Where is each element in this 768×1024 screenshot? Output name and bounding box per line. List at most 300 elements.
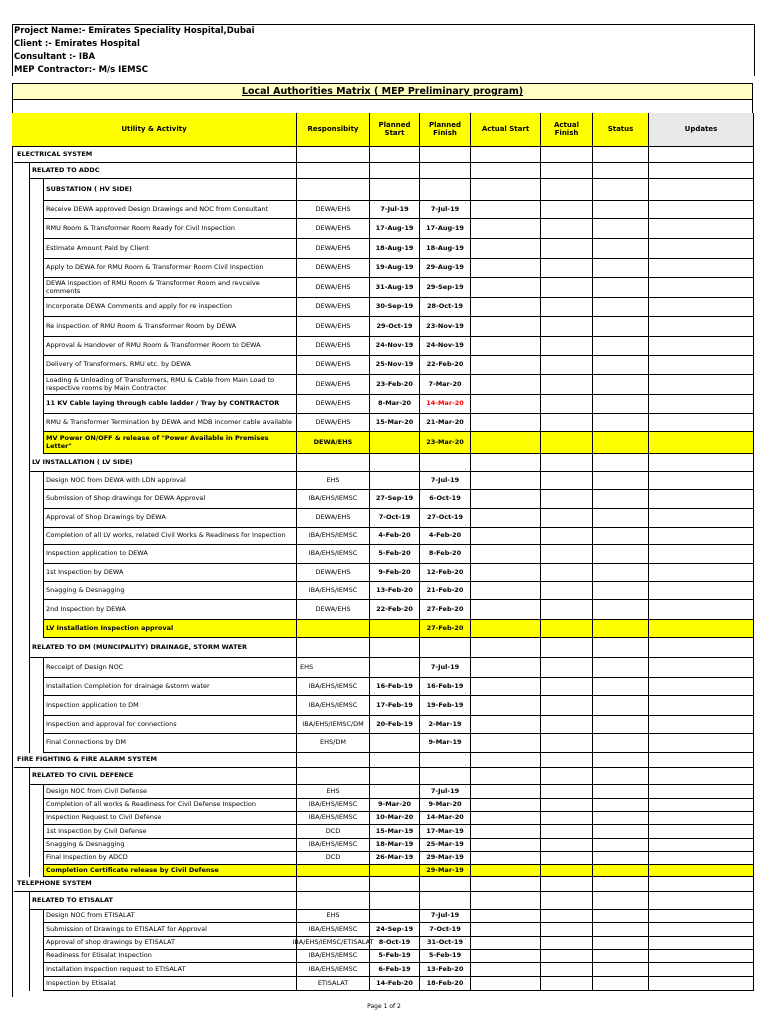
- cell-status: [593, 799, 649, 812]
- cell-responsibility: DCD: [297, 852, 370, 865]
- cell-planned-finish: 28-Oct-19: [420, 298, 471, 317]
- column-header-planned-start: Planned Start: [370, 113, 420, 147]
- cell-actual-start: [471, 432, 541, 454]
- column-header-responsibility: Responsibity: [297, 113, 370, 147]
- cell-actual-start: [471, 509, 541, 528]
- cell-updates: [649, 179, 754, 201]
- cell-status: [593, 768, 649, 785]
- activity-cell: Submission of Shop drawings for DEWA Approval: [43, 490, 297, 509]
- cell-actual-finish: [541, 950, 593, 963]
- activity-cell: Apply to DEWA for RMU Room & Transformer Room Civil Inspection: [43, 259, 297, 278]
- cell-planned-finish: 9-Mar-20: [420, 799, 471, 812]
- cell-updates: [649, 259, 754, 278]
- cell-responsibility: DEWA/EHS: [297, 337, 370, 356]
- indent-guide: [43, 865, 44, 877]
- cell-updates: [649, 937, 754, 950]
- indent-guide: [43, 432, 44, 454]
- cell-responsibility: IBA/EHS/IEMSC: [297, 812, 370, 825]
- cell-planned-finish: 17-Aug-19: [420, 219, 471, 239]
- cell-status: [593, 852, 649, 865]
- cell-planned-finish: 7-Oct-19: [420, 923, 471, 937]
- cell-actual-start: [471, 317, 541, 337]
- activity-cell: 1st Inspection by DEWA: [43, 564, 297, 582]
- cell-status: [593, 564, 649, 582]
- cell-planned-start: [370, 877, 420, 892]
- indent-guide: [43, 356, 44, 375]
- indent-guide: [43, 179, 44, 201]
- activity-cell: RMU & Transformer Termination by DEWA and MDB incomer cable available: [43, 414, 297, 432]
- cell-actual-finish: [541, 785, 593, 799]
- cell-status: [593, 201, 649, 219]
- cell-actual-finish: [541, 545, 593, 564]
- cell-actual-finish: [541, 658, 593, 678]
- cell-actual-finish: [541, 839, 593, 852]
- cell-status: [593, 163, 649, 179]
- indent-guide: [29, 201, 30, 219]
- indent-guide: [29, 375, 30, 395]
- cell-actual-start: [471, 678, 541, 696]
- cell-updates: [649, 414, 754, 432]
- indent-guide: [43, 509, 44, 528]
- cell-actual-start: [471, 395, 541, 414]
- cell-actual-start: [471, 298, 541, 317]
- cell-planned-finish: 7-Mar-20: [420, 375, 471, 395]
- cell-planned-start: 22-Feb-20: [370, 600, 420, 620]
- indent-guide: [29, 799, 30, 812]
- cell-responsibility: DEWA/EHS: [297, 375, 370, 395]
- cell-status: [593, 395, 649, 414]
- cell-updates: [649, 963, 754, 977]
- indent-guide: [29, 564, 30, 582]
- cell-actual-finish: [541, 937, 593, 950]
- cell-status: [593, 638, 649, 658]
- cell-responsibility: IBA/EHS/IEMSC: [297, 963, 370, 977]
- cell-planned-start: 20-Feb-19: [370, 716, 420, 734]
- cell-actual-finish: [541, 163, 593, 179]
- indent-guide: [43, 658, 44, 678]
- matrix-title-bar: [12, 83, 753, 100]
- cell-updates: [649, 785, 754, 799]
- cell-planned-start: 5-Feb-19: [370, 950, 420, 963]
- indent-guide: [43, 219, 44, 239]
- cell-updates: [649, 219, 754, 239]
- cell-planned-start: [370, 620, 420, 638]
- cell-planned-finish: 4-Feb-20: [420, 528, 471, 545]
- cell-responsibility: DEWA/EHS: [297, 201, 370, 219]
- cell-planned-finish: 16-Feb-19: [420, 678, 471, 696]
- cell-responsibility: DEWA/EHS: [297, 509, 370, 528]
- cell-status: [593, 545, 649, 564]
- cell-planned-start: 8-Oct-19: [370, 937, 420, 950]
- cell-status: [593, 696, 649, 716]
- indent-guide: [43, 600, 44, 620]
- cell-actual-finish: [541, 219, 593, 239]
- cell-updates: [649, 620, 754, 638]
- cell-actual-start: [471, 454, 541, 472]
- indent-guide: [43, 414, 44, 432]
- cell-updates: [649, 528, 754, 545]
- cell-planned-start: 13-Feb-20: [370, 582, 420, 600]
- cell-actual-start: [471, 337, 541, 356]
- cell-planned-start: 4-Feb-20: [370, 528, 420, 545]
- section-heading: LV INSTALLATION ( LV SIDE): [29, 454, 297, 472]
- header-left-border: [12, 24, 13, 76]
- milestone-activity: MV Power ON/OFF & release of "Power Available in Premises Letter": [43, 432, 297, 454]
- section-heading: SUBSTATION ( HV SIDE): [43, 179, 297, 201]
- cell-planned-finish: 29-Mar-19: [420, 852, 471, 865]
- cell-actual-start: [471, 278, 541, 298]
- cell-planned-start: [370, 432, 420, 454]
- indent-guide: [43, 678, 44, 696]
- cell-actual-start: [471, 259, 541, 278]
- table-left-border: [12, 113, 13, 997]
- activity-cell: DEWA inspection of RMU Room & Transformer Room and revceive comments: [43, 278, 297, 298]
- cell-updates: [649, 545, 754, 564]
- cell-updates: [649, 278, 754, 298]
- authorities-matrix-table: [12, 113, 754, 997]
- cell-status: [593, 528, 649, 545]
- indent-guide: [29, 356, 30, 375]
- indent-guide: [43, 977, 44, 991]
- section-heading: ELECTRICAL SYSTEM: [14, 147, 297, 163]
- cell-actual-start: [471, 937, 541, 950]
- header-right-border: [754, 24, 755, 76]
- activity-cell: Snagging & Desnagging: [43, 839, 297, 852]
- indent-guide: [29, 812, 30, 825]
- cell-status: [593, 259, 649, 278]
- indent-guide: [29, 239, 30, 259]
- cell-planned-finish: 27-Oct-19: [420, 509, 471, 528]
- cell-planned-start: 19-Aug-19: [370, 259, 420, 278]
- cell-planned-finish: 14-Mar-20: [420, 812, 471, 825]
- page-footer: Page 1 of 2: [367, 1003, 401, 1010]
- activity-cell: Completion of all works & Readiness for Civil Defense Inspection: [43, 799, 297, 812]
- indent-guide: [29, 716, 30, 734]
- cell-actual-finish: [541, 179, 593, 201]
- cell-status: [593, 839, 649, 852]
- cell-actual-start: [471, 147, 541, 163]
- cell-responsibility: DCD: [297, 825, 370, 839]
- cell-updates: [649, 865, 754, 877]
- indent-guide: [29, 278, 30, 298]
- activity-cell: Approval & Handover of RMU Room & Transformer Room to DEWA: [43, 337, 297, 356]
- cell-planned-finish: 5-Feb-19: [420, 950, 471, 963]
- cell-planned-start: 5-Feb-20: [370, 545, 420, 564]
- cell-planned-start: 25-Nov-19: [370, 356, 420, 375]
- cell-planned-start: 8-Mar-20: [370, 395, 420, 414]
- cell-planned-start: 24-Sep-19: [370, 923, 420, 937]
- cell-planned-finish: 8-Feb-20: [420, 545, 471, 564]
- cell-planned-finish: 13-Feb-20: [420, 963, 471, 977]
- indent-guide: [29, 582, 30, 600]
- cell-planned-finish: 27-Feb-20: [420, 600, 471, 620]
- indent-guide: [29, 454, 30, 472]
- cell-actual-finish: [541, 825, 593, 839]
- cell-actual-finish: [541, 259, 593, 278]
- cell-responsibility: IBA/EHS/IEMSC: [297, 950, 370, 963]
- cell-planned-finish: [420, 877, 471, 892]
- cell-planned-start: 14-Feb-20: [370, 977, 420, 991]
- cell-responsibility: [297, 179, 370, 201]
- cell-planned-start: 9-Feb-20: [370, 564, 420, 582]
- cell-responsibility: [297, 454, 370, 472]
- activity-cell: 2nd Inspection by DEWA: [43, 600, 297, 620]
- cell-updates: [649, 658, 754, 678]
- cell-status: [593, 179, 649, 201]
- section-heading: FIRE FIGHTING & FIRE ALARM SYSTEM: [14, 753, 297, 768]
- cell-status: [593, 454, 649, 472]
- cell-responsibility: [297, 163, 370, 179]
- cell-actual-finish: [541, 395, 593, 414]
- cell-responsibility: IBA/EHS/IEMSC/DM: [297, 716, 370, 734]
- cell-planned-finish: [420, 147, 471, 163]
- cell-planned-start: [370, 768, 420, 785]
- indent-guide: [29, 734, 30, 753]
- cell-status: [593, 963, 649, 977]
- cell-planned-finish: 29-Sep-19: [420, 278, 471, 298]
- cell-status: [593, 432, 649, 454]
- indent-guide: [43, 545, 44, 564]
- section-heading: TELEPHONE SYSTEM: [14, 877, 297, 892]
- cell-actual-finish: [541, 317, 593, 337]
- cell-status: [593, 375, 649, 395]
- indent-guide: [29, 865, 30, 877]
- activity-cell: Estimate Amount Paid by Client: [43, 239, 297, 259]
- cell-actual-start: [471, 799, 541, 812]
- column-header-updates: Updates: [649, 113, 754, 147]
- cell-actual-start: [471, 620, 541, 638]
- cell-status: [593, 472, 649, 490]
- activity-cell: Recceipt of Design NOC: [43, 658, 297, 678]
- cell-actual-start: [471, 950, 541, 963]
- indent-guide: [29, 337, 30, 356]
- cell-updates: [649, 239, 754, 259]
- cell-updates: [649, 799, 754, 812]
- cell-status: [593, 734, 649, 753]
- cell-actual-start: [471, 825, 541, 839]
- cell-actual-start: [471, 852, 541, 865]
- cell-planned-finish: 23-Nov-19: [420, 317, 471, 337]
- cell-planned-finish: 7-Jul-19: [420, 910, 471, 923]
- cell-updates: [649, 395, 754, 414]
- cell-responsibility: IBA/EHS/IEMSC: [297, 678, 370, 696]
- cell-planned-finish: 7-Jul-19: [420, 472, 471, 490]
- cell-updates: [649, 638, 754, 658]
- cell-updates: [649, 201, 754, 219]
- cell-updates: [649, 753, 754, 768]
- indent-guide: [29, 852, 30, 865]
- activity-cell: Loading & Unloading of Transformers, RMU & Cable from Main Load to respective rooms by Main Contractor: [43, 375, 297, 395]
- cell-responsibility: IBA/EHS/IEMSC: [297, 799, 370, 812]
- indent-guide: [43, 963, 44, 977]
- cell-actual-finish: [541, 768, 593, 785]
- cell-planned-finish: 31-Oct-19: [420, 937, 471, 950]
- activity-cell: Incorporate DEWA Comments and apply for re inspection: [43, 298, 297, 317]
- cell-actual-finish: [541, 877, 593, 892]
- cell-actual-start: [471, 910, 541, 923]
- consultant-name: Consultant :- IBA: [14, 52, 96, 62]
- cell-planned-finish: 2-Mar-19: [420, 716, 471, 734]
- cell-updates: [649, 490, 754, 509]
- cell-actual-start: [471, 768, 541, 785]
- milestone-activity: Completion Certificate release by Civil Defense: [43, 865, 297, 877]
- cell-status: [593, 910, 649, 923]
- column-header-status: Status: [593, 113, 649, 147]
- cell-planned-start: [370, 892, 420, 910]
- indent-guide: [43, 278, 44, 298]
- cell-responsibility: DEWA/EHS: [297, 356, 370, 375]
- indent-guide: [29, 600, 30, 620]
- cell-planned-finish: 29-Aug-19: [420, 259, 471, 278]
- cell-actual-start: [471, 179, 541, 201]
- cell-responsibility: DEWA/EHS: [297, 564, 370, 582]
- cell-planned-finish: [420, 892, 471, 910]
- cell-responsibility: IBA/EHS/IEMSC: [297, 923, 370, 937]
- cell-actual-finish: [541, 472, 593, 490]
- cell-status: [593, 785, 649, 799]
- activity-cell: Submission of Drawings to ETISALAT for Approval: [43, 923, 297, 937]
- cell-planned-finish: 23-Mar-20: [420, 432, 471, 454]
- cell-planned-start: [370, 454, 420, 472]
- cell-updates: [649, 950, 754, 963]
- indent-guide: [43, 785, 44, 799]
- activity-cell: Design NOC from Civil Defense: [43, 785, 297, 799]
- cell-actual-start: [471, 734, 541, 753]
- cell-responsibility: DEWA/EHS: [297, 432, 370, 454]
- cell-planned-finish: 27-Feb-20: [420, 620, 471, 638]
- cell-updates: [649, 678, 754, 696]
- cell-actual-start: [471, 545, 541, 564]
- cell-planned-start: [370, 734, 420, 753]
- cell-actual-start: [471, 528, 541, 545]
- indent-guide: [43, 259, 44, 278]
- cell-status: [593, 825, 649, 839]
- activity-cell: Receive DEWA approved Design Drawings and NOC from Consultant: [43, 201, 297, 219]
- cell-actual-finish: [541, 977, 593, 991]
- activity-cell: Final Inspection by ADCD: [43, 852, 297, 865]
- cell-responsibility: IBA/EHS/IEMSC: [297, 545, 370, 564]
- cell-actual-finish: [541, 147, 593, 163]
- cell-responsibility: EHS: [297, 658, 370, 678]
- cell-planned-finish: [420, 768, 471, 785]
- indent-guide: [43, 923, 44, 937]
- activity-cell: Final Connections by DM: [43, 734, 297, 753]
- cell-updates: [649, 852, 754, 865]
- activity-cell: Inspection by Etisalat: [43, 977, 297, 991]
- activity-cell: Inspection application to DEWA: [43, 545, 297, 564]
- indent-guide: [29, 545, 30, 564]
- cell-planned-start: [370, 910, 420, 923]
- cell-responsibility: DEWA/EHS: [297, 239, 370, 259]
- cell-responsibility: [297, 865, 370, 877]
- cell-planned-start: [370, 163, 420, 179]
- indent-guide: [29, 678, 30, 696]
- cell-responsibility: DEWA/EHS: [297, 414, 370, 432]
- cell-updates: [649, 454, 754, 472]
- cell-actual-start: [471, 564, 541, 582]
- cell-actual-finish: [541, 414, 593, 432]
- cell-planned-start: [370, 147, 420, 163]
- cell-planned-start: [370, 179, 420, 201]
- cell-actual-start: [471, 163, 541, 179]
- cell-actual-start: [471, 839, 541, 852]
- cell-planned-start: 16-Feb-19: [370, 678, 420, 696]
- cell-planned-finish: 29-Mar-19: [420, 865, 471, 877]
- cell-updates: [649, 734, 754, 753]
- cell-actual-start: [471, 865, 541, 877]
- cell-status: [593, 950, 649, 963]
- cell-updates: [649, 600, 754, 620]
- indent-guide: [29, 923, 30, 937]
- indent-guide: [43, 825, 44, 839]
- section-heading: RELATED TO ETISALAT: [29, 892, 297, 910]
- cell-actual-start: [471, 201, 541, 219]
- cell-planned-finish: 21-Feb-20: [420, 582, 471, 600]
- activity-cell: Re inspection of RMU Room & Transformer Room by DEWA: [43, 317, 297, 337]
- indent-guide: [43, 395, 44, 414]
- cell-planned-finish: 7-Jul-19: [420, 201, 471, 219]
- cell-planned-start: 15-Mar-19: [370, 825, 420, 839]
- cell-planned-start: 9-Mar-20: [370, 799, 420, 812]
- cell-responsibility: EHS: [297, 910, 370, 923]
- mep-contractor: MEP Contractor:- M/s IEMSC: [14, 65, 148, 75]
- cell-status: [593, 892, 649, 910]
- cell-updates: [649, 147, 754, 163]
- cell-actual-finish: [541, 852, 593, 865]
- cell-responsibility: IBA/EHS/IEMSC: [297, 490, 370, 509]
- cell-updates: [649, 768, 754, 785]
- cell-actual-finish: [541, 620, 593, 638]
- cell-planned-start: [370, 785, 420, 799]
- cell-planned-start: [370, 753, 420, 768]
- cell-responsibility: DEWA/EHS: [297, 219, 370, 239]
- indent-guide: [29, 696, 30, 716]
- cell-responsibility: DEWA/EHS: [297, 278, 370, 298]
- cell-actual-finish: [541, 432, 593, 454]
- cell-responsibility: IBA/EHS/IEMSC: [297, 696, 370, 716]
- cell-actual-finish: [541, 490, 593, 509]
- cell-actual-finish: [541, 892, 593, 910]
- cell-actual-finish: [541, 278, 593, 298]
- cell-status: [593, 678, 649, 696]
- cell-planned-finish: 12-Feb-20: [420, 564, 471, 582]
- cell-updates: [649, 317, 754, 337]
- activity-cell: Snagging & Desnagging: [43, 582, 297, 600]
- cell-status: [593, 658, 649, 678]
- cell-status: [593, 317, 649, 337]
- cell-planned-finish: [420, 753, 471, 768]
- cell-actual-finish: [541, 337, 593, 356]
- client-name: Client :- Emirates Hospital: [14, 39, 140, 49]
- indent-guide: [29, 768, 30, 785]
- indent-guide: [43, 375, 44, 395]
- indent-guide: [43, 734, 44, 753]
- indent-guide: [29, 825, 30, 839]
- cell-updates: [649, 337, 754, 356]
- cell-actual-finish: [541, 865, 593, 877]
- indent-guide: [43, 582, 44, 600]
- cell-planned-start: 24-Nov-19: [370, 337, 420, 356]
- cell-planned-finish: 7-Jul-19: [420, 785, 471, 799]
- indent-guide: [43, 472, 44, 490]
- cell-actual-finish: [541, 564, 593, 582]
- activity-cell: Readiness for Etisalat Inspection: [43, 950, 297, 963]
- cell-planned-finish: [420, 163, 471, 179]
- cell-planned-finish: 9-Mar-19: [420, 734, 471, 753]
- indent-guide: [43, 910, 44, 923]
- cell-actual-finish: [541, 753, 593, 768]
- activity-cell: Design NOC from ETISALAT: [43, 910, 297, 923]
